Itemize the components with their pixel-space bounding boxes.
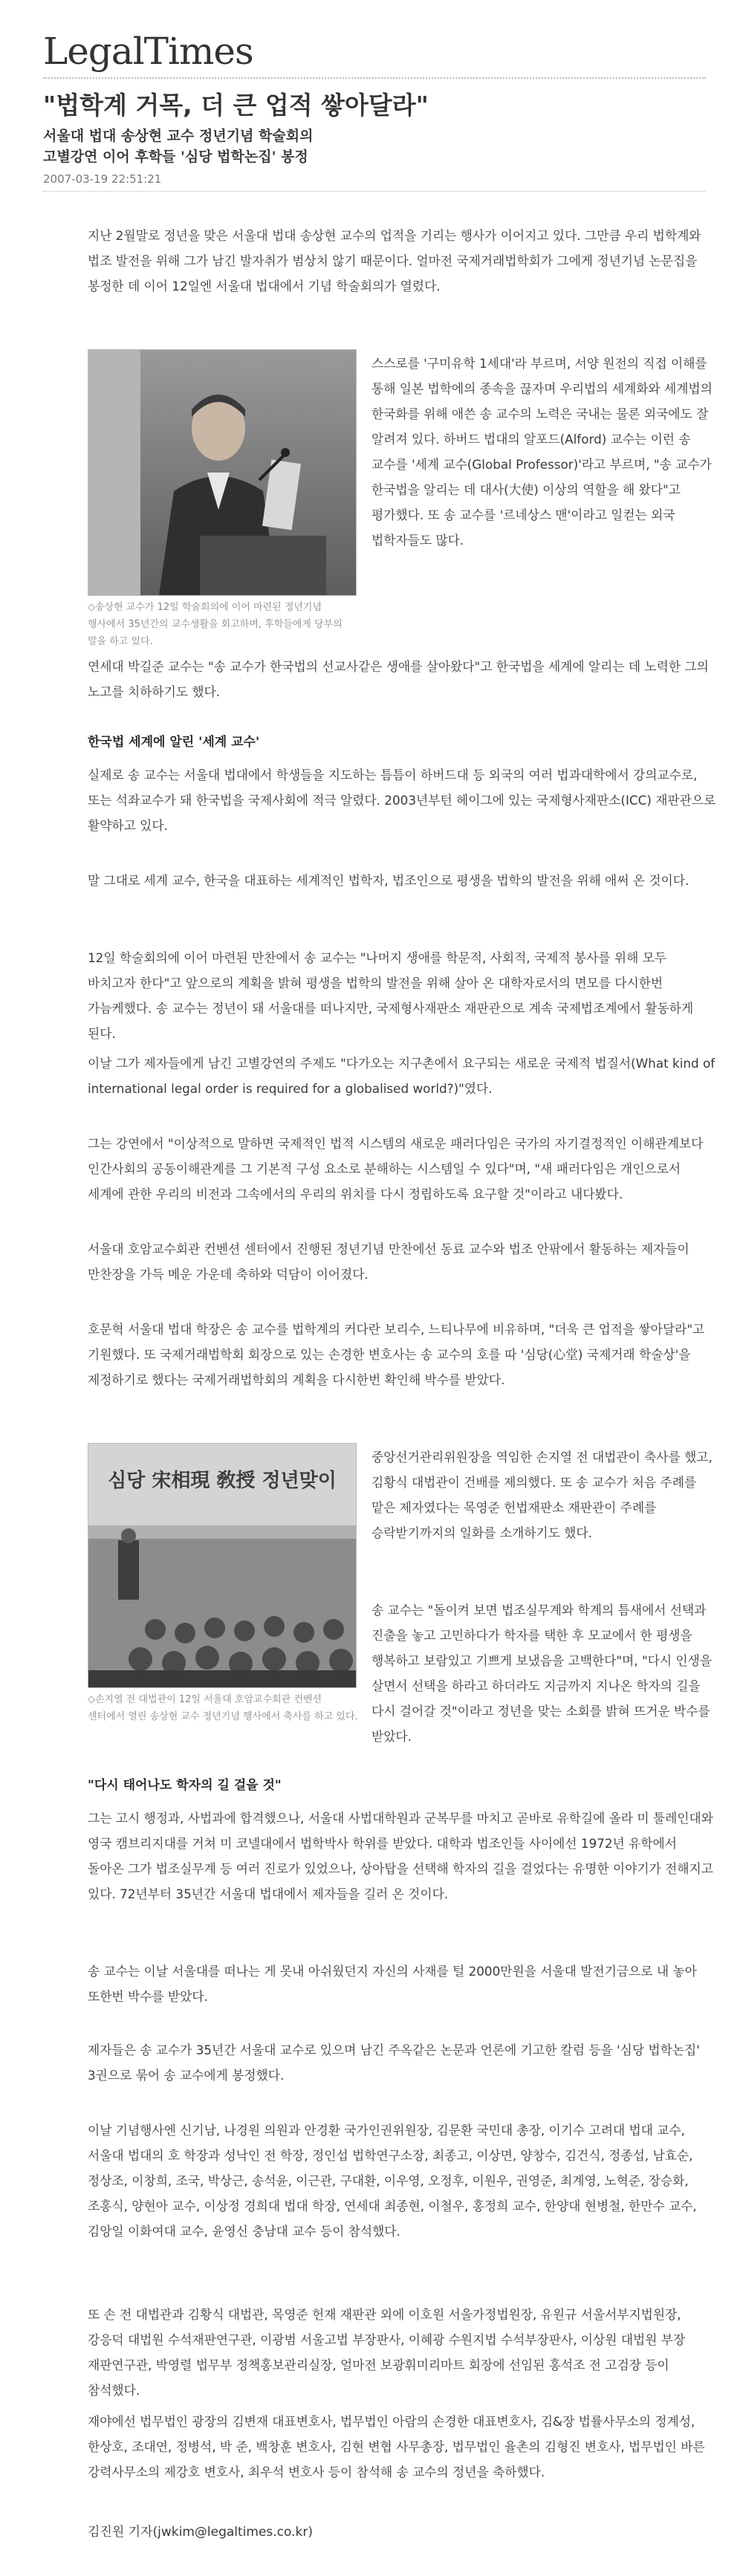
date-divider	[43, 191, 706, 192]
paragraph: 그는 강연에서 "이상적으로 말하면 국제적인 법적 시스템의 새로운 패러다임은 국가의 자기결정적인 이해관계보다 인간사회의 공동이해관계를 그 기본적 구성 요소로 분해하는 시스템일 수 있다"며, "새 패러다임은 개인으로서 세계에 관한 우리의 비전과 그속에서의 우리의 위치를 다시 정립하도록 요구할 것"이라고 내다봤다.	[88, 1136, 704, 1201]
paragraph: 스스로를 '구미유학 1세대'라 부르며, 서양 원전의 직접 이해를 통해 일본 법학에의 종속을 끊자며 우리법의 세계화와 세계법의 한국화를 위해 애쓴 송 교수의 노력은 국내는 물론 외국에도 잘 알려져 있다. 하버드 법대의 알포드(Alford) 교수는 이런 송 교수를 '세계 교수(Global Professor)'라고 부르며, "송 교수가 한국법을 알리는 데 대사(大使) 이상의 역할을 해 왔다"고 평가했다. 또 송 교수를 '르네상스 맨'이라고 일컫는 외국 법학자들도 많다.	[372, 356, 713, 548]
paragraph: 이날 그가 제자들에게 남긴 고별강연의 주제도 "다가오는 지구촌에서 요구되는 새로운 국제적 법질서(What kind of international legal order is required for a globalised world?)"였다.	[88, 1056, 716, 1096]
article-subhead-line-2: 고별강연 이어 후학들 '심당 법학논집' 봉정	[43, 149, 308, 165]
paragraph: 제자들은 송 교수가 35년간 서울대 교수로 있으며 남긴 주옥같은 논문과 언론에 기고한 칼럼 등을 '심당 법학논집' 3권으로 묶어 송 교수에게 봉정했다.	[88, 2043, 700, 2083]
masthead-divider	[43, 77, 706, 79]
paragraph: 서울대 호암교수회관 컨벤션 센터에서 진행된 정년기념 만찬에선 동료 교수와 법조 안팎에서 활동하는 제자들이 만찬장을 가득 메운 가운데 축하와 덕담이 이어졌다.	[88, 1242, 690, 1282]
paragraph: 이날 기념행사엔 신기남, 나경원 의원과 안경환 국가인권위원장, 김문환 국민대 총장, 이기수 고려대 법대 교수, 서울대 법대의 호 학장과 성낙인 전 학장, 정인섭 법학연구소장, 최종고, 이상면, 양창수, 김건식, 정종섭, 남효순, 정상조, 이창희, 조국, 박상근, 송석윤, 이근관, 구대환, 이우영, 오정후, 이원우, 권영준, 최계영, 노혁준, 장승화, 조홍식, 양현아 교수, 이상정 경희대 법대 학장, 연세대 최종현, 이철우, 홍정희 교수, 한양대 현병철, 한만수 교수, 김앙일 이화여대 교수, 윤영신 충남대 교수 등이 참석했다.	[88, 2123, 697, 2239]
article-subhead-line-1: 서울대 법대 송상현 교수 정년기념 학술회의	[43, 128, 314, 144]
photo-caption: ◇손지열 전 대법관이 12일 서울대 호암교수회관 컨벤션 센터에서 열린 송상현 교수 정년기념 행사에서 축사를 하고 있다.	[88, 1694, 358, 1722]
article-byline[interactable]: 김진원 기자(jwkim@legaltimes.co.kr)	[88, 2525, 314, 2540]
paragraph: 연세대 박길준 교수는 "송 교수가 한국법의 선교사같은 생애를 살아왔다"고 한국법을 세계에 알리는 데 노력한 그의 노고를 치하하기도 했다.	[88, 659, 709, 699]
paragraph: 그는 고시 행정과, 사법과에 합격했으나, 서울대 사법대학원과 군복무를 마치고 곧바로 유학길에 올라 미 툴레인대와 영국 캠브리지대를 거쳐 미 코넬대에서 법학박사 학위를 받았다. 대학과 법조인들 사이에선 1972년 유학에서 돌아온 그가 법조실무계 등 여러 진로가 있었으나, 상아탑을 선택해 학자의 길을 걸었다는 유명한 이야기가 전해지고 있다. 72년부터 35년간 서울대 법대에서 제자들을 길러 온 것이다.	[88, 1811, 713, 1901]
paragraph: 실제로 송 교수는 서울대 법대에서 학생들을 지도하는 틈틈이 하버드대 등 외국의 여러 법과대학에서 강의교수로, 또는 석좌교수가 돼 한국법을 국제사회에 적극 알렸다. 2003년부턴 헤이그에 있는 국제형사재판소(ICC) 재판관으로 활약하고 있다.	[88, 768, 716, 833]
article-date: 2007-03-19 22:51:21	[43, 172, 162, 186]
paragraph: 또 손 전 대법관과 김황식 대법관, 목영준 헌재 재판관 외에 이호원 서울가정법원장, 유원규 서울서부지법원장, 강응덕 대법원 수석재판연구관, 이광범 서울고법 부장판사, 이혜광 수원지법 수석부장판사, 이상원 대법원 부장 재판연구관, 박영렬 법무부 정책홍보관리실장, 얼마전 보광휘미리마트 회장에 선임된 홍석조 전 고검장 등이 참석했다.	[88, 2307, 686, 2398]
section-title: 한국법 세계에 알린 '세계 교수'	[88, 735, 260, 750]
paragraph: 지난 2월말로 정년을 맞은 서울대 법대 송상현 교수의 업적을 기리는 행사가 이어지고 있다. 그만큼 우리 법학계와 법조 발전을 위해 그가 남긴 발자취가 범상치 않기 때문이다. 얼마전 국제거래법학회가 그에게 정년기념 논문집을 봉정한 데 이어 12일엔 서울대 법대에서 기념 학술회의가 열렸다.	[88, 228, 701, 293]
paragraph: 말 그대로 세계 교수, 한국을 대표하는 세계적인 법학자, 법조인으로 평생을 법학의 발전을 위해 애써 온 것이다.	[88, 873, 690, 888]
paragraph: 12일 학술회의에 이어 마련된 만찬에서 송 교수는 "나머지 생애를 학문적, 사회적, 국제적 봉사를 위해 모두 바치고자 한다"고 앞으로의 계획을 밝혀 평생을 법학의 발전을 위해 살아 온 대학자로서의 면모를 다시한번 가늠케했다. 송 교수는 정년이 돼 서울대를 떠나지만, 국제형사재판소 재판관으로 계속 국제법조계에서 활동하게 된다.	[88, 950, 694, 1041]
paragraph: 호문혁 서울대 법대 학장은 송 교수를 법학계의 커다란 보리수, 느티나무에 비유하며, "더욱 큰 업적을 쌓아달라"고 기원했다. 또 국제거래법학회 회장으로 있는 손경한 변호사는 송 교수의 호를 따 '심당(心堂) 국제거래 학술상'을 제정하기로 했다는 국제거래법학회의 계획을 다시한번 확인해 박수를 받았다.	[88, 1322, 705, 1387]
paragraph: 송 교수는 "돌이켜 보면 법조실무계와 학계의 틈새에서 선택과 진출을 놓고 고민하다가 학자를 택한 후 모교에서 한 평생을 행복하고 보람있고 기쁘게 보냈음을 고백한다"며, "다시 인생을 살면서 선택을 하라고 하더라도 지금까지 지나온 학자의 길을 다시 걸어갈 것"이라고 정년을 맞는 소회를 밝혀 뜨거운 박수를 받았다.	[372, 1603, 713, 1744]
photo-congratulatory-speech	[88, 1443, 357, 1688]
photo-caption: ◇송상현 교수가 12일 학술회의에 이어 마련된 정년기념 행사에서 35년간의 교수생활을 회고하며, 후학들에게 당부의 말을 하고 있다.	[88, 602, 343, 647]
section-title: "다시 태어나도 학자의 길 걸을 것"	[88, 1778, 282, 1793]
paragraph: 송 교수는 이날 서울대를 떠나는 게 못내 아쉬웠던지 자신의 사재를 털 2000만원을 서울대 발전기금으로 내 놓아 또한번 박수를 받았다.	[88, 1964, 697, 2004]
site-logo[interactable]: LegalTimes	[43, 30, 253, 73]
paragraph: 재야에선 법무법인 광장의 김변재 대표변호사, 법무법인 아람의 손경한 대표변호사, 김&장 법률사무소의 정계성, 한상호, 조대연, 정병석, 박 준, 백창훈 변호사, 김현 변협 사무총장, 법무법인 율촌의 김형진 변호사, 법무법인 바른 강력사무소의 제강호 변호사, 최우석 변호사 등이 참석해 송 교수의 정년을 축하했다.	[88, 2414, 705, 2479]
article-headline: "법학계 거목, 더 큰 업적 쌓아달라"	[43, 91, 429, 120]
photo-professor-speech	[88, 349, 357, 596]
paragraph: 중앙선거관리위원장을 역임한 손지열 전 대법관이 축사를 했고, 김황식 대법관이 건배를 제의했다. 또 송 교수가 처음 주례를 맡은 제자였다는 목영준 헌법재판소 재판관이 주례를 승락받기까지의 일화를 소개하기도 했다.	[372, 1450, 713, 1540]
banner-text: 심당 宋相現 敎授 정년맞이	[108, 1470, 337, 1492]
